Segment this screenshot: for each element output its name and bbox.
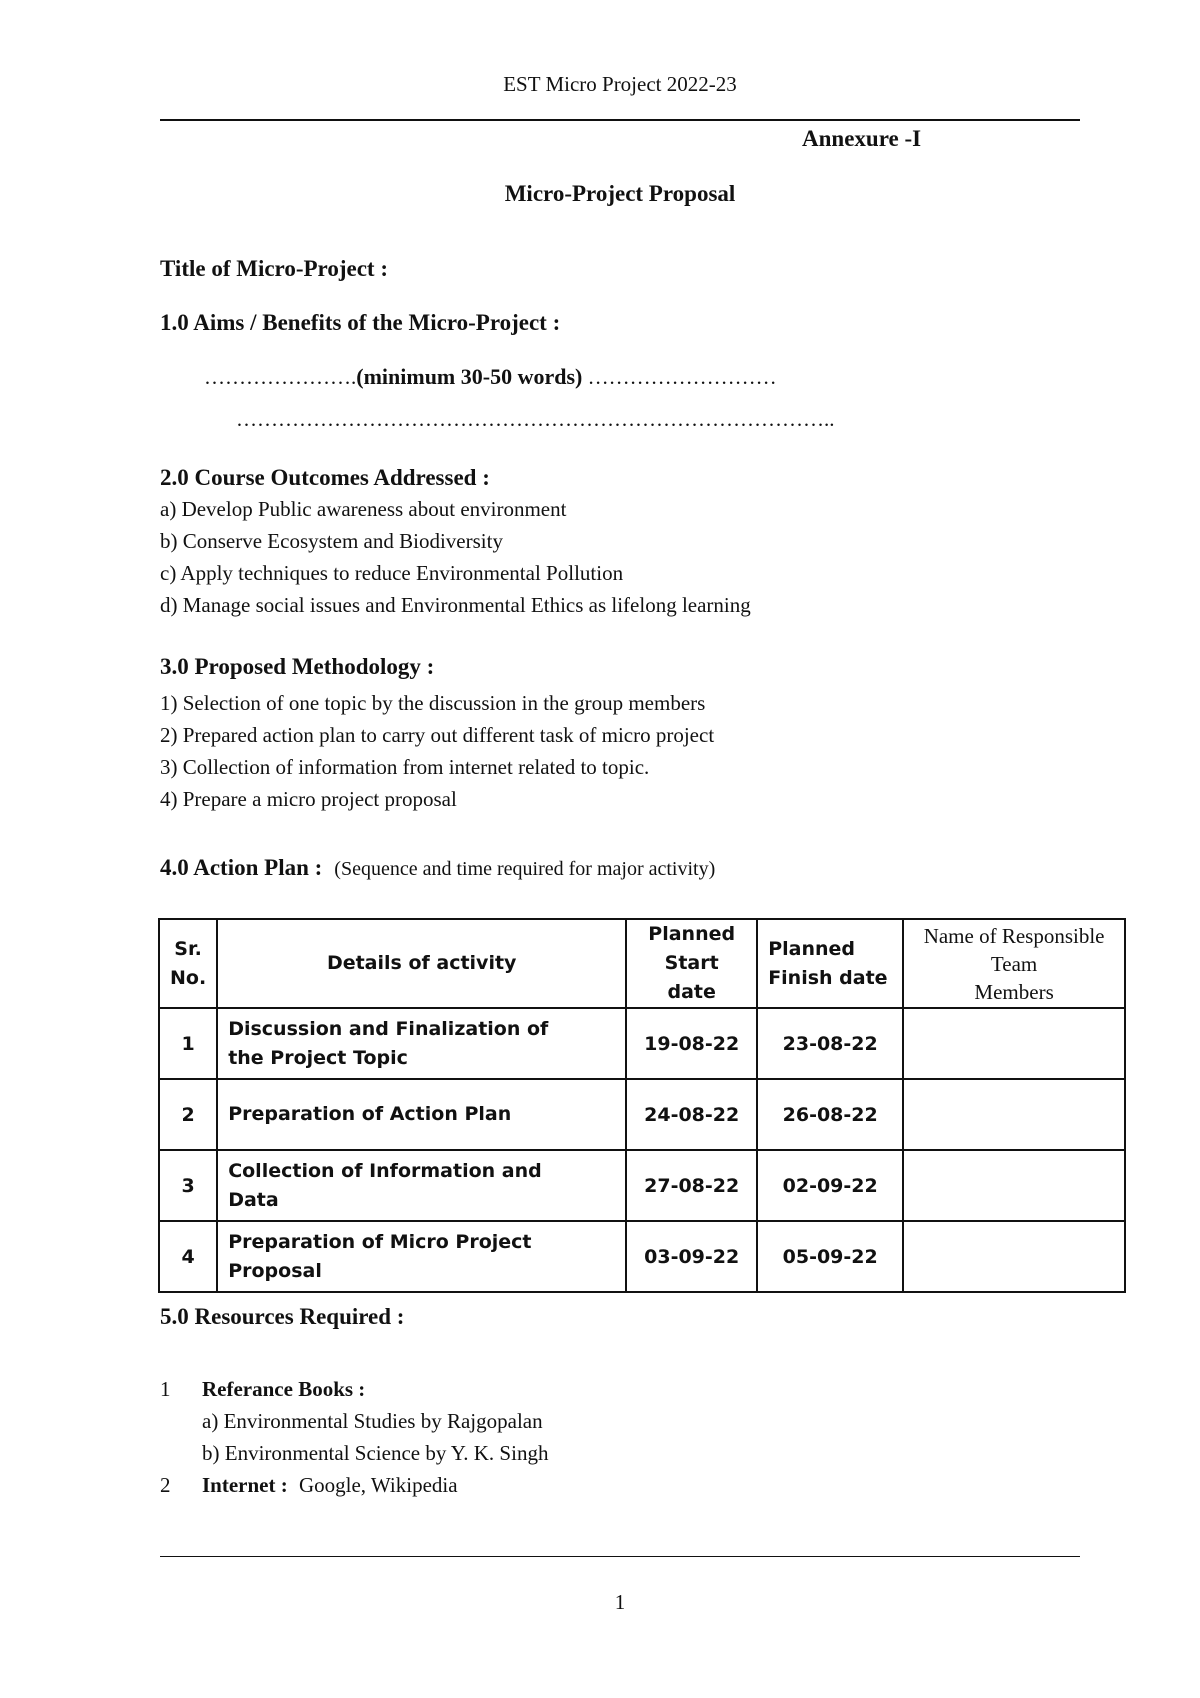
resource-sub-item: a) Environmental Studies by Rajgopalan xyxy=(202,1409,543,1433)
outcome-item: c) Apply techniques to reduce Environmental Pollution xyxy=(160,561,624,585)
methodology-item: 2) Prepared action plan to carry out different task of micro project xyxy=(160,723,715,747)
column-header-sr: Sr. No. xyxy=(159,919,217,1008)
table-row xyxy=(159,1079,1125,1150)
aims-placeholder-line xyxy=(204,364,777,390)
cell-start-date: 19-08-22 xyxy=(626,1008,757,1079)
cell-finish-date: 26-08-22 xyxy=(757,1079,903,1150)
resource-value: Google, Wikipedia xyxy=(298,1473,458,1497)
aims-placeholder: (minimum 30-50 words) xyxy=(356,364,583,389)
methodology-item: 4) Prepare a micro project proposal xyxy=(160,787,457,811)
action-plan-note: (Sequence and time required for major activity) xyxy=(334,858,716,880)
cell-finish-date: 05-09-22 xyxy=(757,1221,903,1292)
methodology-item: 3) Collection of information from internet related to topic. xyxy=(160,755,650,779)
column-header-team-members: Name of Responsible Team Members xyxy=(903,919,1125,1008)
methodology-heading: 3.0 Proposed Methodology : xyxy=(160,654,435,679)
footer-rule xyxy=(160,1556,1080,1557)
cell-finish-date: 23-08-22 xyxy=(757,1008,903,1079)
column-header-start-date: Planned Start date xyxy=(626,919,757,1008)
column-header-details: Details of activity xyxy=(217,919,626,1008)
cell-sr: 4 xyxy=(159,1221,217,1292)
title-of-project-label: Title of Micro-Project : xyxy=(160,256,388,281)
resource-number: 2 xyxy=(160,1473,171,1497)
cell-team-members xyxy=(903,1079,1125,1150)
outcome-item: b) Conserve Ecosystem and Biodiversity xyxy=(160,529,503,553)
resource-number: 1 xyxy=(160,1377,171,1401)
action-plan-heading: 4.0 Action Plan : xyxy=(160,855,323,880)
aims-dots-right: ……………………… xyxy=(587,365,777,389)
outcome-item: a) Develop Public awareness about environment xyxy=(160,497,567,521)
table-row xyxy=(159,1150,1125,1221)
running-header: EST Micro Project 2022-23 xyxy=(503,72,737,96)
resource-internet-line xyxy=(202,1473,458,1498)
aims-heading: 1.0 Aims / Benefits of the Micro-Project : xyxy=(160,310,561,335)
resources-heading: 5.0 Resources Required : xyxy=(160,1304,405,1329)
cell-details: Preparation of Action Plan xyxy=(217,1079,626,1150)
resource-label: Internet : xyxy=(202,1473,288,1497)
header-rule xyxy=(160,119,1080,121)
cell-team-members xyxy=(903,1150,1125,1221)
cell-start-date: 24-08-22 xyxy=(626,1079,757,1150)
aims-dots-left: …………………. xyxy=(204,365,357,389)
document-title: Micro-Project Proposal xyxy=(504,181,736,206)
action-plan-table xyxy=(158,918,1126,1293)
table-header-row xyxy=(159,919,1125,1008)
cell-sr: 3 xyxy=(159,1150,217,1221)
table-row xyxy=(159,1221,1125,1292)
annexure-label: Annexure -I xyxy=(802,126,922,151)
aims-dots-line: ………………………………………………………………………….. xyxy=(236,407,835,431)
cell-team-members xyxy=(903,1221,1125,1292)
methodology-item: 1) Selection of one topic by the discussion in the group members xyxy=(160,691,706,715)
cell-start-date: 27-08-22 xyxy=(626,1150,757,1221)
cell-details: Preparation of Micro Project Proposal xyxy=(217,1221,626,1292)
table-row xyxy=(159,1008,1125,1079)
cell-finish-date: 02-09-22 xyxy=(757,1150,903,1221)
cell-sr: 1 xyxy=(159,1008,217,1079)
action-plan-heading-line xyxy=(160,855,715,881)
cell-details: Collection of Information and Data xyxy=(217,1150,626,1221)
resource-sub-item: b) Environmental Science by Y. K. Singh xyxy=(202,1441,549,1465)
cell-details: Discussion and Finalization of the Project Topic xyxy=(217,1008,626,1079)
resource-label: Referance Books : xyxy=(202,1377,366,1401)
cell-team-members xyxy=(903,1008,1125,1079)
cell-start-date: 03-09-22 xyxy=(626,1221,757,1292)
column-header-finish-date: Planned Finish date xyxy=(757,919,903,1008)
outcomes-heading: 2.0 Course Outcomes Addressed : xyxy=(160,465,490,490)
page-number: 1 xyxy=(614,1590,626,1614)
outcome-item: d) Manage social issues and Environmental Ethics as lifelong learning xyxy=(160,593,751,617)
cell-sr: 2 xyxy=(159,1079,217,1150)
